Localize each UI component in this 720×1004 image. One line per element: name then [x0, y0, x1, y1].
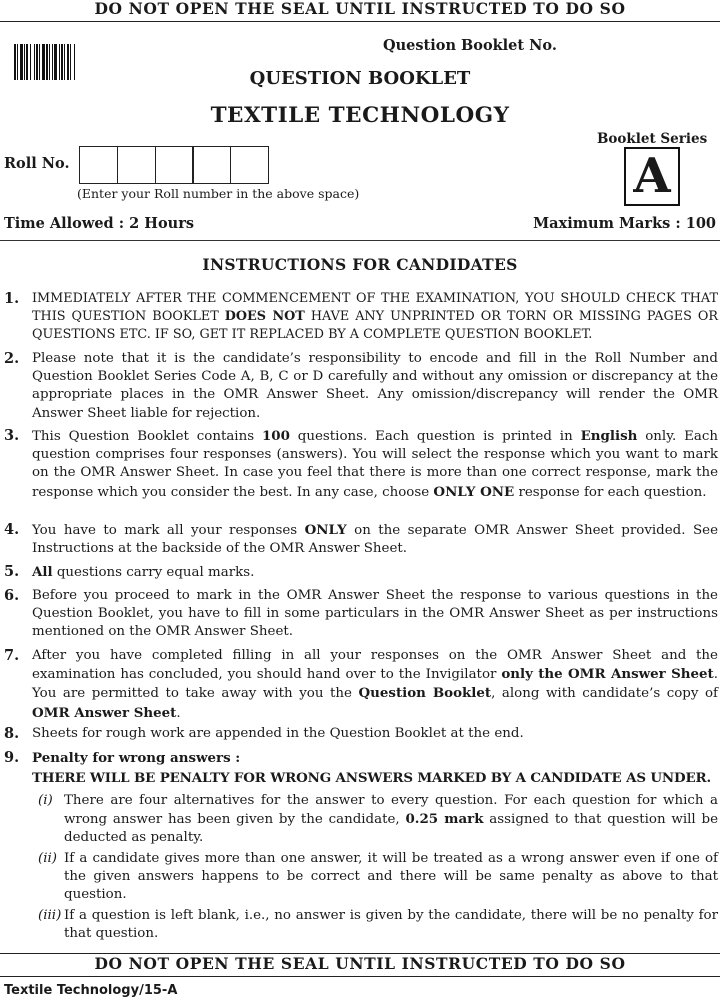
instruction-number: 9. — [4, 749, 20, 766]
instruction-item — [4, 647, 718, 723]
instruction-text: This Question Booklet contains — [32, 429, 262, 444]
booklet-title: QUESTION BOOKLET — [249, 68, 471, 89]
instruction-text: Before you proceed to mark in the OMR Answer Sheet the response to various questions in the Question Booklet, you have to fill in some particulars in the OMR Answer Sheet as per instructions mentioned on the OMR Answer Sheet. — [32, 588, 718, 640]
page-code: Textile Technology/15-A — [4, 983, 178, 998]
instruction-item — [4, 749, 718, 768]
instruction-item — [4, 725, 718, 743]
instruction-emphasis: 100 — [261, 428, 290, 444]
subject-title: TEXTILE TECHNOLOGY — [210, 103, 510, 128]
time-allowed: Time Allowed : 2 Hours — [4, 215, 195, 232]
top-seal-banner — [0, 0, 720, 22]
instruction-text: on the separate OMR Answer Sheet provided. See Instructions at the backside of the OMR Answer Sheet. — [32, 523, 718, 557]
roll-digit-box[interactable] — [117, 146, 156, 184]
instruction-text: . You are permitted to take away with you the — [32, 667, 718, 702]
instruction-text: Please note that it is the candidate’s responsibility to encode and fill in the Roll Number and Question Booklet Series Code A, B, C or D carefully and without any omission or discrepancy at the appropriate places in the OMR Answer Sheet. Any omission/discrepancy will render the OMR Answer Sheet liable for rejection. — [32, 351, 718, 421]
instruction-item — [4, 521, 718, 558]
bottom-seal-banner — [0, 953, 720, 977]
roll-number-boxes — [79, 146, 269, 184]
roll-number-label: Roll No. — [4, 155, 70, 172]
instructions-heading: INSTRUCTIONS FOR CANDIDATES — [202, 255, 518, 274]
roll-digit-box[interactable] — [230, 146, 269, 184]
instruction-emphasis: OMR Answer Sheet — [32, 704, 177, 721]
instruction-emphasis: ONLY — [304, 522, 347, 538]
instruction-number: 1. — [4, 290, 20, 307]
maximum-marks: Maximum Marks : 100 — [533, 215, 716, 232]
instruction-text: IMMEDIATELY AFTER THE COMMENCEMENT OF THE EXAMINATION, YOU SHOULD CHECK THAT THIS QUESTION BOOKLET — [32, 291, 718, 325]
instruction-text: You have to mark all your responses — [32, 523, 305, 538]
instruction-item — [4, 563, 718, 582]
instruction-number: 7. — [4, 647, 20, 664]
instruction-number: 5. — [4, 563, 20, 580]
instruction-text: response for each question. — [514, 484, 707, 500]
instruction-item — [4, 427, 718, 502]
penalty-subtitle: THERE WILL BE PENALTY FOR WRONG ANSWERS MARKED BY A CANDIDATE AS UNDER. — [32, 770, 712, 786]
instruction-emphasis: DOES NOT — [224, 309, 305, 325]
instruction-number: 4. — [4, 521, 20, 538]
penalty-roman: (iii) — [38, 908, 62, 923]
bottom-seal-text: DO NOT OPEN THE SEAL UNTIL INSTRUCTED TO DO SO — [94, 954, 626, 973]
penalty-text: There are four alternatives for the answer to every question. For each question for which a wrong answer has been given by the candidate, — [64, 793, 718, 828]
instruction-number: 2. — [4, 350, 20, 367]
instruction-emphasis: only the OMR Answer Sheet — [501, 666, 714, 683]
instruction-text: questions carry equal marks. — [52, 565, 255, 580]
penalty-title: Penalty for wrong answers : — [32, 750, 241, 766]
roll-number-hint: (Enter your Roll number in the above space) — [77, 186, 360, 201]
penalty-text: assigned to that question will be deducted as penalty. — [64, 812, 719, 846]
penalty-item — [32, 850, 718, 905]
penalty-roman: (ii) — [38, 851, 58, 866]
instruction-text: HAVE ANY UNPRINTED OR TORN OR MISSING PAGES OR QUESTIONS ETC. IF SO, GET IT REPLACED BY A COMPLETE QUESTION BOOKLET. — [32, 309, 718, 343]
roll-digit-box[interactable] — [155, 146, 194, 184]
instruction-text: After you have completed filling in all your responses on the OMR Answer Sheet and the examination has concluded, you should hand over to the Invigilator — [32, 648, 718, 683]
penalty-emphasis: 0.25 mark — [405, 811, 484, 828]
penalty-text: If a question is left blank, i.e., no answer is given by the candidate, there will be no penalty for that question. — [64, 908, 718, 942]
instruction-number: 6. — [4, 587, 20, 604]
booklet-series-box: A — [624, 147, 680, 206]
penalty-item — [32, 792, 718, 848]
roll-digit-box[interactable] — [79, 146, 118, 184]
instruction-text: Sheets for rough work are appended in the Question Booklet at the end. — [32, 726, 524, 741]
instruction-number: 8. — [4, 725, 20, 742]
booklet-number-label: Question Booklet No. — [383, 37, 557, 54]
instruction-item — [4, 587, 718, 642]
instruction-text: . — [176, 705, 181, 721]
penalty-item — [32, 907, 718, 943]
roll-digit-box[interactable] — [192, 146, 231, 184]
instruction-emphasis: All — [32, 564, 53, 580]
instruction-item — [4, 350, 718, 423]
booklet-series-label: Booklet Series — [597, 131, 708, 147]
instruction-item — [4, 290, 718, 345]
instruction-emphasis: ONLY ONE — [433, 483, 515, 500]
instruction-emphasis: English — [580, 428, 638, 444]
instruction-text: only. Each question comprises four responses (answers). You will select the response which you want to mark on the OMR Answer Sheet. In case you feel that there is more than one correct response, mark the response which you consider the best. In any case, choose — [32, 429, 719, 500]
instruction-text: , along with candidate’s copy of — [491, 686, 719, 702]
penalty-roman: (i) — [38, 793, 53, 808]
penalty-text: If a candidate gives more than one answer, it will be treated as a wrong answer even if one of the given answers happens to be correct and there will be same penalty as above to that question. — [64, 851, 718, 903]
instruction-text: questions. Each question is printed in — [289, 429, 581, 444]
top-seal-text: DO NOT OPEN THE SEAL UNTIL INSTRUCTED TO DO SO — [94, 0, 626, 18]
header-divider — [0, 240, 720, 241]
instruction-number: 3. — [4, 427, 20, 444]
instruction-emphasis: Question Booklet — [358, 685, 492, 702]
